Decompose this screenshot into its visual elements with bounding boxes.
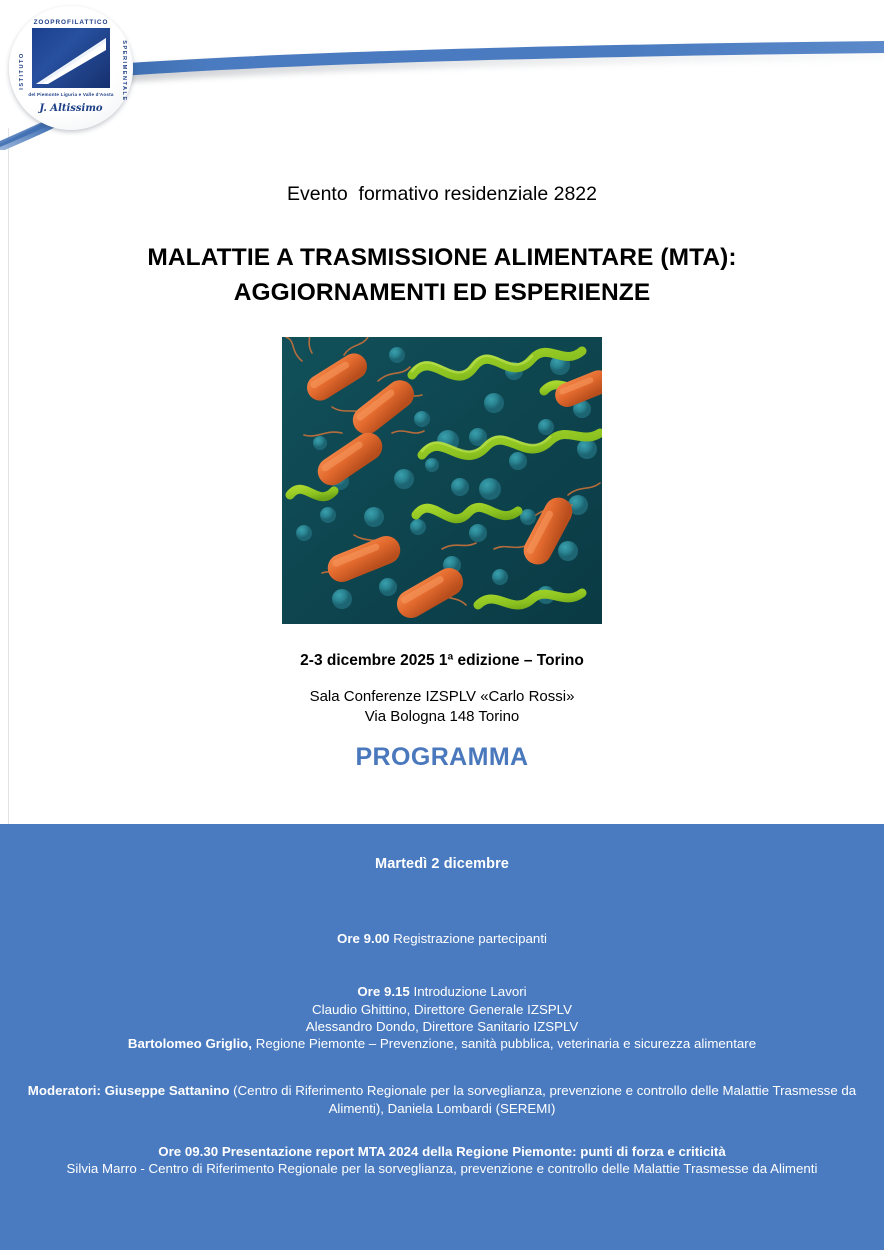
venue-line-1: Sala Conferenze IZSPLV «Carlo Rossi»	[309, 687, 575, 705]
program-line-emphasis: Bartolomeo Griglio,	[127, 1036, 253, 1052]
program-day-heading: Martedì 2 dicembre	[375, 856, 509, 872]
program-section	[0, 824, 884, 1250]
event-code-line: Evento formativo residenziale 2822	[286, 183, 597, 205]
program-line: Alessandro Dondo, Direttore Sanitario IZSPLV	[305, 1018, 579, 1034]
logo-swoosh-icon	[32, 28, 110, 88]
program-entry	[14, 983, 870, 1052]
program-line	[14, 1143, 870, 1160]
bacteria-illustration	[282, 337, 602, 624]
program-spacer	[14, 872, 870, 930]
program-line: Ore 9.15 Introduzione Lavori	[357, 984, 527, 1000]
logo-top-text: ZOOPROFILATTICO	[33, 19, 109, 26]
logo-subtitle: del Piemonte Liguria e Valle d'Aosta	[28, 92, 114, 97]
program-line: Ore 9.00 Registrazione partecipanti	[337, 931, 547, 946]
program-entry	[14, 1082, 870, 1117]
program-line-emphasis: Ore 9.00	[337, 931, 390, 946]
logo-emblem-square	[32, 28, 110, 88]
logo-right-text: SPERIMENTALE	[121, 40, 127, 102]
venue-line-2: Via Bologna 148 Torino	[364, 707, 520, 725]
flyer-main-content	[0, 150, 884, 824]
event-date-line: 2-3 dicembre 2025 1ª edizione – Torino	[300, 651, 584, 669]
programma-heading: PROGRAMMA	[355, 742, 529, 771]
program-line: Silvia Marro - Centro di Riferimento Regionale per la sorveglianza, prevenzione e controllo delle Malattie Trasmesse da Alimenti	[66, 1161, 818, 1177]
program-line-emphasis: Ore 9.15	[357, 984, 410, 1000]
program-line: Claudio Ghittino, Direttore Generale IZSPLV	[312, 1001, 572, 1017]
program-line-emphasis: Ore 09.30 Presentazione report MTA 2024 della Regione Piemonte: punti di forza e criticità	[158, 1143, 726, 1159]
program-spacer	[14, 947, 870, 983]
title-line-2: AGGIORNAMENTI ED ESPERIENZE	[233, 278, 651, 306]
program-line-emphasis: Moderatori: Giuseppe Sattanino	[27, 1083, 230, 1099]
program-line: Moderatori: Giuseppe Sattanino (Centro di Riferimento Regionale per la sorveglianza, prevenzione e controllo delle Malattie Trasmesse da Alimenti), Daniela Lombardi (SEREMI)	[27, 1083, 857, 1116]
logo-left-text: ISTITUTO	[19, 52, 25, 90]
program-entry	[14, 930, 870, 947]
program-spacer	[14, 1117, 870, 1143]
bacteria-illustration-svg	[282, 337, 602, 624]
title-line-1: MALATTIE A TRASMISSIONE ALIMENTARE (MTA):	[147, 244, 737, 271]
institute-logo	[9, 6, 133, 130]
program-spacer	[14, 1052, 870, 1082]
program-line: Bartolomeo Griglio, Regione Piemonte – Prevenzione, sanità pubblica, veterinaria e sicurezza alimentare	[127, 1036, 757, 1052]
letterhead-banner	[0, 0, 884, 150]
program-entries	[14, 872, 870, 1178]
page-title	[0, 241, 884, 311]
program-entry	[14, 1143, 870, 1178]
event-venue	[0, 687, 884, 727]
logo-signature: J. Altissimo	[39, 103, 103, 114]
